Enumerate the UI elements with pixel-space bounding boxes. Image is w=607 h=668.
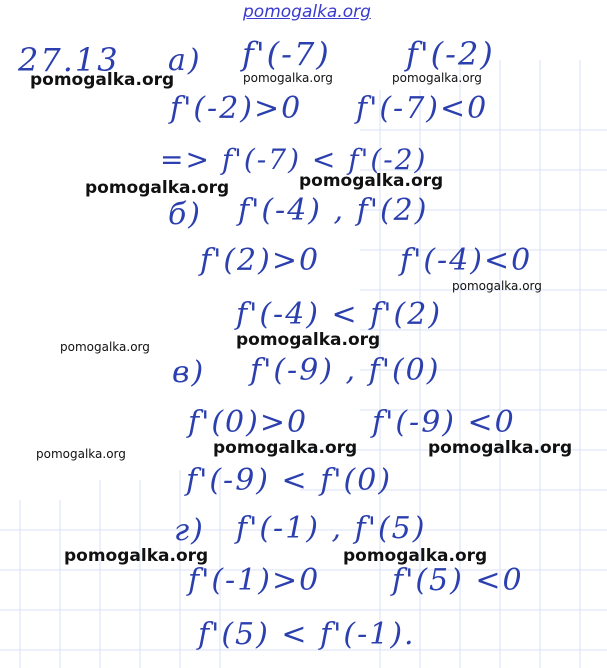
- watermark: pomogalka.org: [36, 447, 126, 461]
- watermark: pomogalka.org: [85, 178, 230, 198]
- watermark: pomogalka.org: [343, 546, 488, 566]
- watermark: pomogalka.org: [64, 546, 209, 566]
- part-b-line2-right: f'(-4)<0: [400, 243, 533, 278]
- part-v-line2-right: f'(-9) <0: [372, 405, 516, 440]
- part-a-label: a): [168, 43, 202, 78]
- watermark: pomogalka.org: [60, 340, 150, 354]
- watermark: pomogalka.org: [392, 71, 482, 85]
- part-a-line3: => f'(-7) < f'(-2): [160, 143, 428, 176]
- part-g-line2-right: f'(5) <0: [392, 563, 524, 598]
- part-v-line2-left: f'(0)>0: [188, 405, 309, 440]
- part-b-line2-left: f'(2)>0: [200, 243, 321, 278]
- part-g-line2-left: f'(-1)>0: [188, 563, 321, 598]
- problem-number: 27.13: [18, 41, 120, 79]
- part-a-line1-right: f'(-2): [406, 35, 495, 73]
- watermark: pomogalka.org: [243, 71, 333, 85]
- part-a-line1-left: f'(-7): [242, 35, 331, 73]
- part-b-line3: f'(-4) < f'(2): [236, 297, 443, 332]
- header-watermark[interactable]: pomogalka.org: [243, 2, 371, 22]
- watermark: pomogalka.org: [30, 70, 175, 90]
- part-g-line1: f'(-1) , f'(5): [236, 511, 427, 546]
- watermark: pomogalka.org: [428, 438, 573, 458]
- part-b-label: б): [168, 197, 203, 232]
- part-v-line1: f'(-9) , f'(0): [250, 353, 441, 388]
- part-b-line1: f'(-4) , f'(2): [238, 193, 429, 228]
- part-g-label: г): [174, 513, 205, 548]
- part-a-line2-left: f'(-2)>0: [170, 91, 303, 126]
- part-a-line2-right: f'(-7)<0: [356, 91, 489, 126]
- part-v-line3: f'(-9) < f'(0): [186, 463, 393, 498]
- watermark: pomogalka.org: [299, 171, 444, 191]
- part-g-line3: f'(5) < f'(-1).: [198, 617, 416, 652]
- part-v-label: в): [172, 355, 206, 390]
- watermark: pomogalka.org: [213, 438, 358, 458]
- watermark: pomogalka.org: [452, 279, 542, 293]
- watermark: pomogalka.org: [236, 330, 381, 350]
